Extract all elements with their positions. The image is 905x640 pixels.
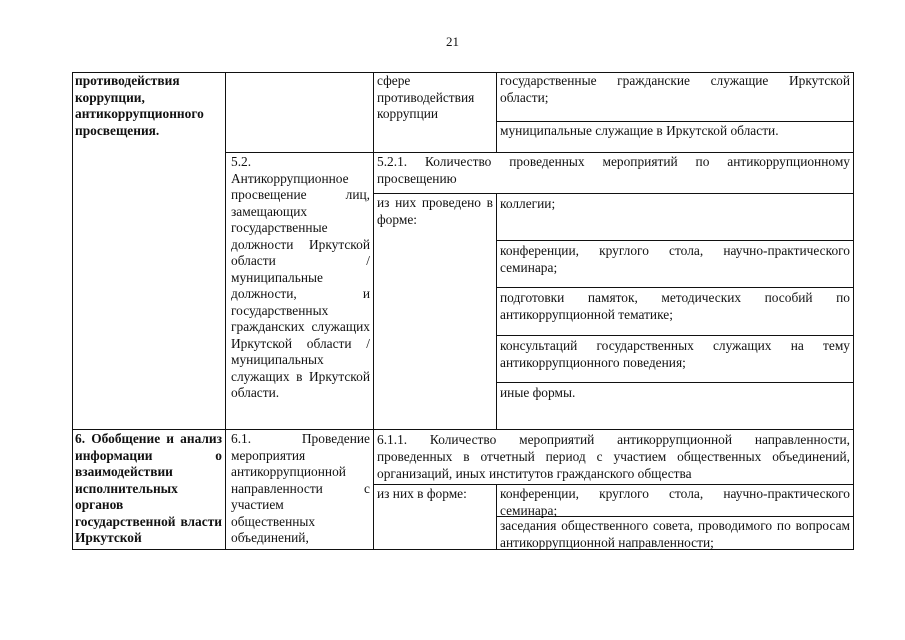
table-cell-indicator: 5.2.1. Количество проведенных мероприятий по антикоррупционному просвещению bbox=[377, 154, 850, 186]
grid-line bbox=[225, 72, 226, 550]
grid-line bbox=[72, 429, 854, 430]
table-cell-form-label: из них проведено в форме: bbox=[377, 195, 493, 227]
list-item: коллегии; bbox=[500, 196, 556, 211]
list-item: конференции, круглого стола, научно-практического семинара; bbox=[500, 243, 850, 275]
list-item: заседания общественного совета, проводимого по вопросам антикоррупционной направленности; bbox=[500, 518, 850, 550]
grid-line bbox=[496, 382, 854, 383]
table-cell-indicator: 6.1.1. Количество мероприятий антикоррупционной направленности, проведенных в отчетный период с участием общественных объединений, организаций, иных институтов гражданского общества bbox=[377, 432, 850, 481]
table-cell-measure: 6.1. Проведение мероприятия антикоррупционной направленности с участием общественных объединений, bbox=[231, 431, 370, 545]
list-item: консультаций государственных служащих на тему антикоррупционного поведения; bbox=[500, 338, 850, 370]
table-cell-category: муниципальные служащие в Иркутской области. bbox=[500, 123, 779, 138]
table-cell-direction: противодействия коррупции, антикоррупционного просвещения. bbox=[75, 73, 204, 138]
grid-line bbox=[496, 72, 497, 152]
grid-line bbox=[496, 484, 497, 550]
grid-line bbox=[225, 152, 854, 153]
table-cell-category: государственные гражданские служащие Иркутской области; bbox=[500, 73, 850, 105]
grid-line bbox=[373, 72, 374, 550]
grid-line bbox=[496, 335, 854, 336]
list-item: иные формы. bbox=[500, 385, 576, 400]
page-number: 21 bbox=[446, 34, 459, 49]
grid-line bbox=[373, 484, 854, 485]
list-item: конференции, круглого стола, научно-практического семинара; bbox=[500, 486, 850, 518]
grid-line bbox=[496, 240, 854, 241]
grid-line bbox=[496, 121, 854, 122]
table-cell-sphere: сфере противодействия коррупции bbox=[377, 73, 475, 121]
grid-line bbox=[72, 72, 73, 550]
grid-line bbox=[853, 72, 854, 550]
table-cell-direction: 6. Обобщение и анализ информации о взаимодействии исполнительных органов государственной власти Иркутской bbox=[75, 431, 222, 545]
table-cell-measure: 5.2. Антикоррупционное просвещение лиц, замещающих государственные должности Иркутской области / муниципальные должности, и государственных гражданских служащих Иркутской области / муниципальных служащих в Иркутской области. bbox=[231, 154, 370, 400]
grid-line bbox=[496, 287, 854, 288]
table-cell-form-label: из них в форме: bbox=[377, 486, 467, 501]
grid-line bbox=[496, 193, 497, 429]
grid-line bbox=[373, 193, 854, 194]
list-item: подготовки памяток, методических пособий по антикоррупционной тематике; bbox=[500, 290, 850, 322]
